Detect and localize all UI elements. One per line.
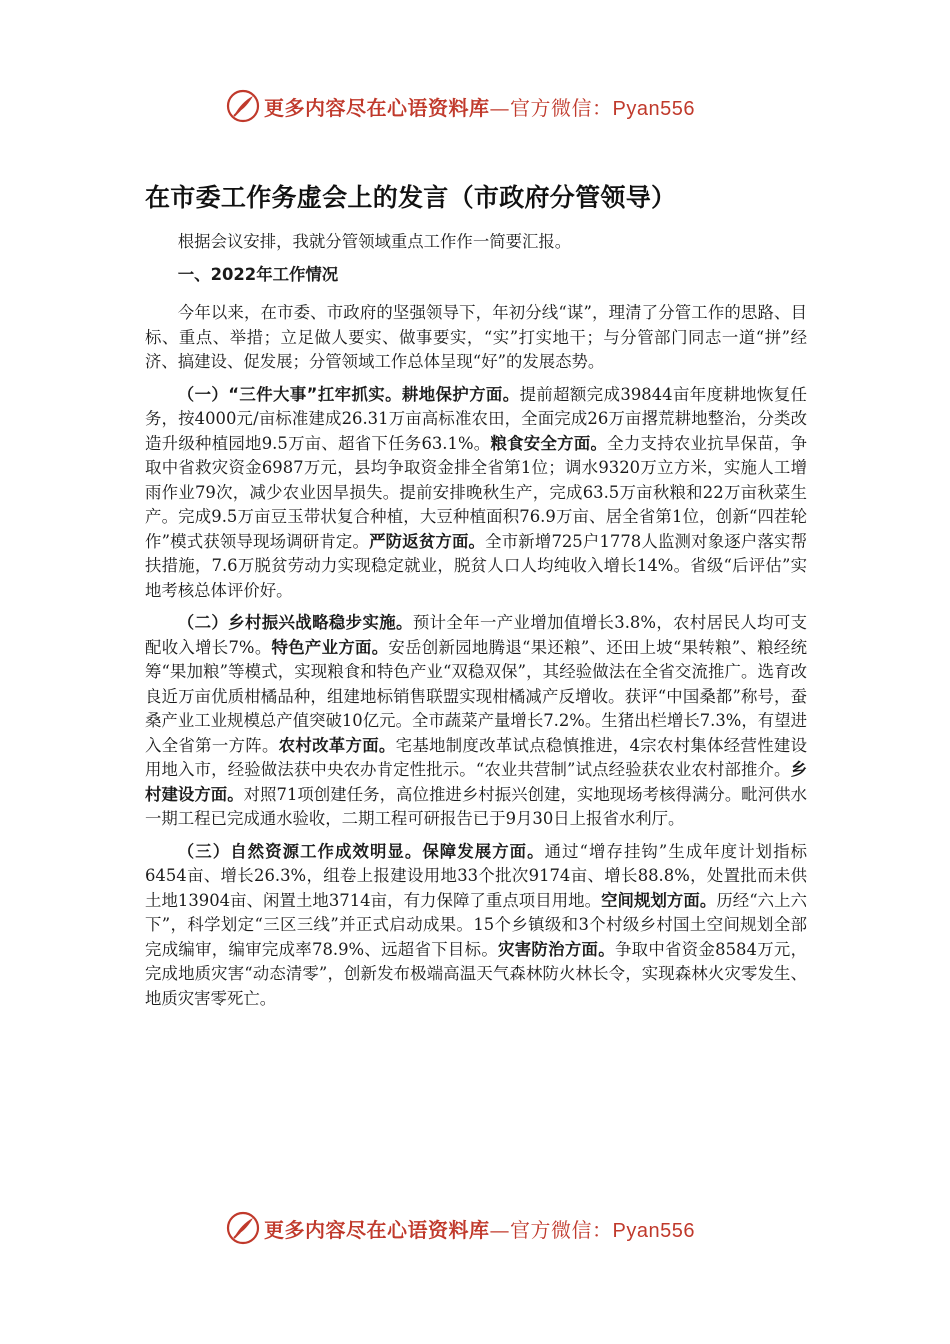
paragraph-heading: （三）自然资源工作成效明显。 xyxy=(177,841,423,861)
subsection-heading: 灾害防治方面。 xyxy=(498,939,615,959)
subsection-heading: 特色产业方面。 xyxy=(271,637,389,657)
banner-brand: 更多内容尽在心语资料库 xyxy=(264,1217,490,1242)
banner-dash: — xyxy=(489,95,510,120)
subsection-heading: 保障发展方面。 xyxy=(422,841,545,861)
banner-text xyxy=(264,92,695,121)
header-banner xyxy=(226,86,726,126)
paragraph-three-major-tasks xyxy=(145,383,807,604)
subsection-text: 历经“六上六下”，科学划定“三区三线”并正式启动成果。15个乡镇级和3个村级乡村国土空间规划全部完成编审，编审完成率78.9%、远超省下目标。 xyxy=(145,890,807,959)
subsection-text: 对照71项创建任务，高位推进乡村振兴创建，实地现场考核得满分。毗河供水一期工程已完成通水验收，二期工程可研报告已于9月30日上报省水利厅。 xyxy=(145,784,807,828)
subsection-text: 提前超额完成39844亩年度耕地恢复任务，按4000元/亩标准建成26.31万亩高标准农田，全面完成26万亩撂荒耕地整治，分类改造升级种植园地9.5万亩、超省下任务63.1%。 xyxy=(145,384,808,453)
subsection-heading: 粮食安全方面。 xyxy=(490,433,608,453)
banner-dash: — xyxy=(489,1217,510,1242)
subsection-heading: 乡村建设方面。 xyxy=(145,760,807,804)
intro-paragraph: 根据会议安排，我就分管领域重点工作作一简要汇报。 xyxy=(177,232,572,251)
section-heading: 一、2022年工作情况 xyxy=(177,264,339,284)
subsection-text: 宅基地制度改革试点稳慎推进，4宗农村集体经营性建设用地入市，经验做法获中央农办肯定性批示。“农业共营制”试点经验获农业农村部推介。 xyxy=(145,735,807,779)
quill-logo-icon xyxy=(226,89,260,123)
page-title: 在市委工作务虚会上的发言（市政府分管领导） xyxy=(145,183,677,212)
subsection-text: 全力支持农业抗旱保苗，争取中省救灾资金6987万元，县均争取资金排全省第1位；调水9320万立方米，实施人工增雨作业79次，减少农业因旱损失。提前安排晚秋生产，完成63.5万亩秋粮和22万亩秋菜生产。完成9.5万亩豆玉带状复合种植，大豆种植面积76.9万亩、居全省第1位，创新“四茬轮作”模式获领导现场调研肯定。 xyxy=(145,433,808,551)
subsection-heading: 农村改革方面。 xyxy=(278,735,396,755)
subsection-text: 争取中省资金8584万元，完成地质灾害“动态清零”，创新发布极端高温天气森林防火林长令，实现森林火灾零发生、地质灾害零死亡。 xyxy=(145,939,807,1008)
subsection-text: 通过“增存挂钩”生成年度计划指标6454亩、增长26.3%，组卷上报建设用地33个批次9174亩、增长88.8%，处置批而未供土地13904亩、闲置土地3714亩，有力保障了重点项目用地。 xyxy=(145,841,808,910)
subsection-heading: 耕地保护方面。 xyxy=(401,384,520,404)
paragraph-natural-resources xyxy=(145,840,807,1012)
overview-paragraph: 今年以来，在市委、市政府的坚强领导下，年初分线“谋”，理清了分管工作的思路、目标、重点、举措；立足做人要实、做事要实，“实”打实地干；与分管部门同志一道“拼”经济、搞建设、促发展；分管领域工作总体呈现“好”的发展态势。 xyxy=(145,303,807,371)
banner-text xyxy=(264,1214,695,1243)
banner-wechat-id: Pyan556 xyxy=(612,1219,695,1242)
document-body xyxy=(145,230,807,1019)
subsection-text: 安岳创新园地腾退“果还粮”、还田上坡“果转粮”、粮经统筹“果加粮”等模式，实现粮食和特色产业“双稳双保”，其经验做法在全省交流推广。选育改良近万亩优质柑橘品种，组建地标销售联盟实现柑橘减产反增收。获评“中国桑都”称号，蚕桑产业工业规模总产值突破10亿元。全市蔬菜产量增长7.2%。生猪出栏增长7.3%，有望进入全省第一方阵。 xyxy=(145,637,807,755)
footer-banner xyxy=(226,1208,726,1248)
subsection-heading: 严防返贫方面。 xyxy=(369,531,486,551)
banner-wechat-id: Pyan556 xyxy=(612,97,695,120)
subsection-heading: 空间规划方面。 xyxy=(601,890,717,910)
paragraph-rural-revitalization xyxy=(145,611,807,832)
paragraph-heading: （二）乡村振兴战略稳步实施。 xyxy=(177,613,413,632)
banner-wechat-label: 官方微信： xyxy=(510,95,613,120)
quill-logo-icon xyxy=(226,1211,260,1245)
banner-wechat-label: 官方微信： xyxy=(510,1217,613,1242)
subsection-text: 全市新增725户1778人监测对象逐户落实帮扶措施，7.6万脱贫劳动力实现稳定就业，脱贫人口人均纯收入增长14%。省级“后评估”实地考核总体评价好。 xyxy=(145,531,807,600)
banner-brand: 更多内容尽在心语资料库 xyxy=(264,95,490,120)
paragraph-heading: （一）“三件大事”扛牢抓实。 xyxy=(177,384,402,404)
paragraph-lead: 预计全年一产业增加值增长3.8%，农村居民人均可支配收入增长7%。 xyxy=(145,613,808,657)
